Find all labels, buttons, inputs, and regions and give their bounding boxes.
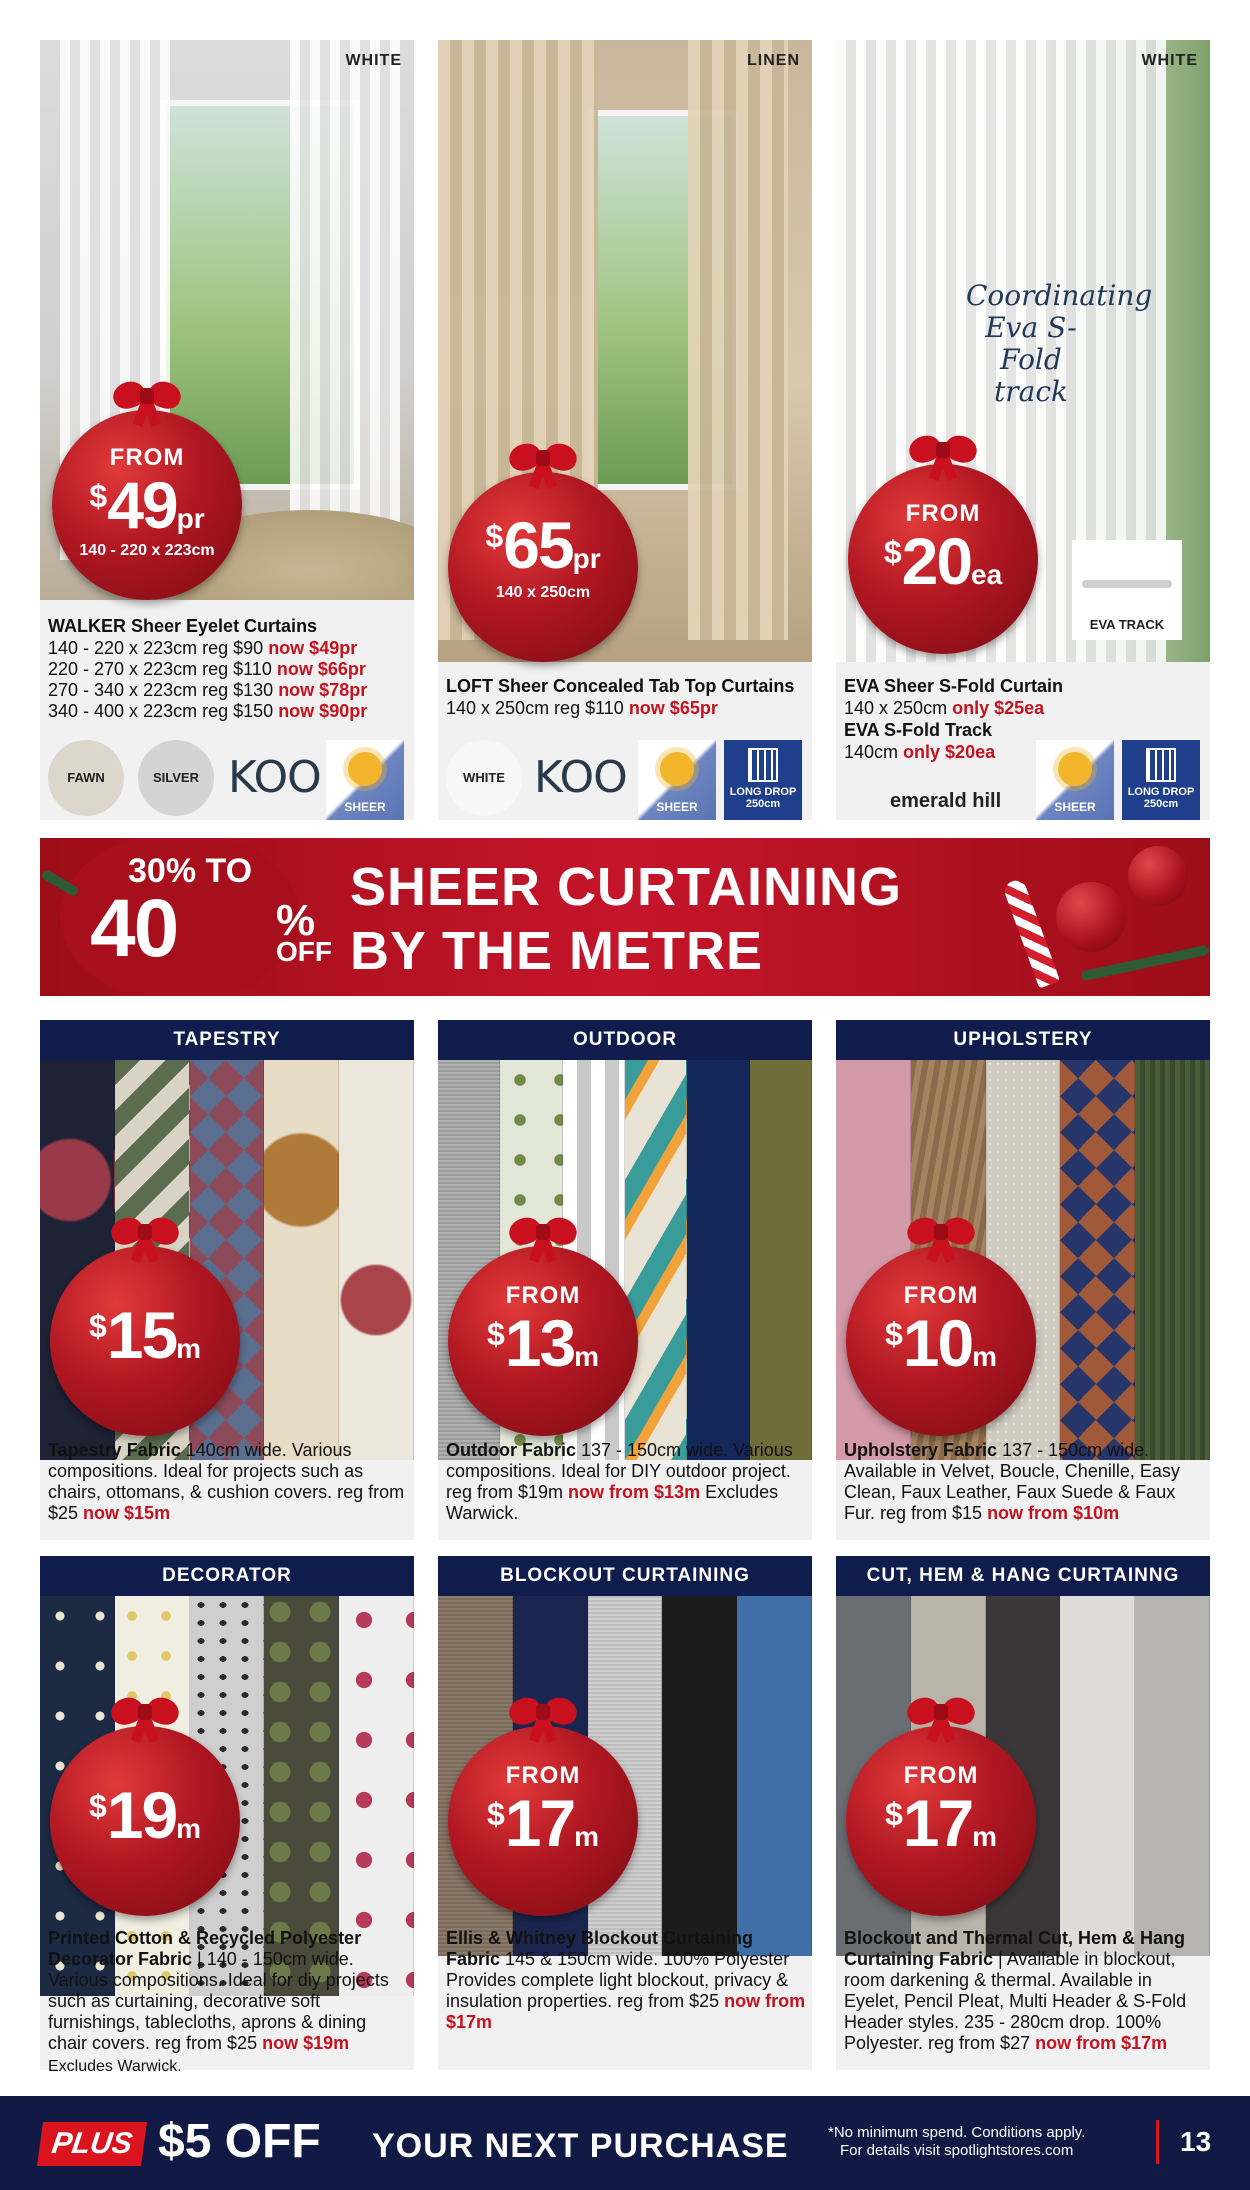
price-value: $15m bbox=[88, 1298, 202, 1372]
price-from: FROM bbox=[903, 1282, 979, 1309]
bow-icon bbox=[507, 438, 579, 486]
offer-amount: $5 OFF bbox=[158, 2115, 321, 2168]
page-number: 13 bbox=[1180, 2126, 1212, 2157]
discount-off: OFF bbox=[276, 936, 332, 967]
linen-drape bbox=[688, 40, 788, 640]
price-table bbox=[48, 638, 367, 722]
sheer-badge: SHEER bbox=[1036, 740, 1114, 820]
fabric-card-upholstery bbox=[836, 1020, 1210, 1540]
category-header: TAPESTRY bbox=[40, 1020, 414, 1060]
banner-headline-2: BY THE METRE bbox=[350, 921, 764, 981]
product-card-loft bbox=[438, 40, 812, 820]
bow-icon bbox=[905, 1212, 977, 1260]
brand-logo-emerald-hill: emerald hill bbox=[890, 790, 1002, 812]
price-bauble bbox=[846, 1246, 1036, 1436]
price-row: 340 - 400 x 223cm reg $150 now $90pr bbox=[48, 701, 368, 721]
price-from: FROM bbox=[903, 1762, 979, 1789]
sheer-curtaining-banner bbox=[40, 838, 1210, 996]
brand-logo-koo: KOO bbox=[534, 752, 627, 803]
category-header: CUT, HEM & HANG CURTAINNG bbox=[836, 1556, 1210, 1596]
bow-icon bbox=[905, 1692, 977, 1740]
fabric-description: Printed Cotton & Recycled Polyester Decorator Fabric | 140 - 150cm wide. Various compositions. Ideal for diy projects such as curtaining, decorative soft furnishings, tablecloths, aprons & dining chair covers. reg from $25 now $19m Excludes Warwick. bbox=[48, 1928, 389, 2075]
divider bbox=[1156, 2120, 1159, 2164]
fabric-description: Blockout and Thermal Cut, Hem & Hang Curtaining Fabric | Available in blockout, room darkening & thermal. Available in Eyelet, Pencil Pleat, Multi Header & S-Fold Header styles. 235 - 280cm drop. 100% Polyester. reg from $27 now from $17m bbox=[844, 1928, 1187, 2053]
price-value: $19m bbox=[88, 1778, 202, 1852]
price-from: FROM bbox=[109, 444, 185, 471]
price-from: FROM bbox=[905, 500, 981, 527]
fabric-card-decorator bbox=[40, 1556, 414, 2075]
colour-tag: WHITE bbox=[345, 52, 402, 69]
fabric-card-blockout bbox=[438, 1556, 812, 2070]
plus-logo: PLUS bbox=[37, 2122, 147, 2166]
candy-cane-icon bbox=[1002, 878, 1060, 989]
handwritten-note: Coordinating Eva S-Fold track bbox=[966, 279, 1153, 408]
product-card-walker bbox=[40, 40, 414, 820]
price-value: $10m bbox=[884, 1306, 998, 1380]
ornament-icon bbox=[1128, 846, 1188, 906]
sheer-badge: SHEER bbox=[638, 740, 716, 820]
price-bauble bbox=[448, 472, 638, 662]
category-header: OUTDOOR bbox=[438, 1020, 812, 1060]
category-header: BLOCKOUT CURTAINING bbox=[438, 1556, 812, 1596]
price-bauble bbox=[448, 1726, 638, 1916]
price-value: $13m bbox=[486, 1306, 600, 1380]
bow-icon bbox=[907, 430, 979, 478]
fabric-card-tapestry bbox=[40, 1020, 414, 1540]
ornament-icon bbox=[1056, 882, 1126, 952]
product-card-eva bbox=[836, 40, 1210, 820]
price-bauble bbox=[52, 410, 242, 600]
price-value: $20ea bbox=[883, 524, 1003, 598]
offer-fine-print: *No minimum spend. Conditions apply. For details visit spotlightstores.com bbox=[828, 2124, 1086, 2159]
price-bauble bbox=[848, 464, 1038, 654]
swatch-silver: SILVER bbox=[138, 740, 214, 816]
fabric-description: Outdoor Fabric 137 - 150cm wide. Various compositions. Ideal for DIY outdoor project. reg from $19m now from $13m Excludes Warwick. bbox=[446, 1440, 793, 1523]
sun-icon bbox=[348, 752, 382, 786]
category-header: UPHOLSTERY bbox=[836, 1020, 1210, 1060]
bow-icon bbox=[109, 1692, 181, 1740]
sheer-drape bbox=[290, 40, 400, 560]
price-row: 140 - 220 x 223cm reg $90 now $49pr bbox=[48, 638, 358, 658]
bow-icon bbox=[507, 1212, 579, 1260]
price-value: $49pr bbox=[89, 468, 205, 542]
colour-tag: WHITE bbox=[1141, 52, 1198, 69]
product-price-line: 140 x 250cm reg $110 now $65pr bbox=[446, 698, 718, 718]
swatch-fawn: FAWN bbox=[48, 740, 124, 816]
long-drop-badge: LONG DROP 250cm bbox=[724, 740, 802, 820]
sun-icon bbox=[1058, 752, 1092, 786]
colour-tag: LINEN bbox=[747, 52, 800, 69]
curtain-icon bbox=[1146, 748, 1176, 782]
fabric-description: Upholstery Fabric 137 - 150cm wide. Available in Velvet, Boucle, Chenille, Easy Clean, Faux Leather, Faux Suede & Faux Fur. reg from $15 now from $10m bbox=[844, 1440, 1180, 1523]
price-value: $17m bbox=[884, 1786, 998, 1860]
long-drop-badge: LONG DROP 250cm bbox=[1122, 740, 1200, 820]
eva-track-image: EVA TRACK bbox=[1072, 540, 1182, 640]
discount-percent: % bbox=[276, 896, 316, 945]
fabric-description: Tapestry Fabric 140cm wide. Various compositions. Ideal for projects such as chairs, ottomans, & cushion covers. reg from $25 now $15m bbox=[48, 1440, 405, 1523]
offer-text: YOUR NEXT PURCHASE bbox=[372, 2127, 789, 2165]
price-value: $65pr bbox=[485, 508, 601, 582]
price-size: 140 x 250cm bbox=[495, 584, 591, 601]
fabric-card-cut-hem-hang bbox=[836, 1556, 1210, 2070]
price-bauble bbox=[50, 1246, 240, 1436]
price-from: FROM bbox=[505, 1282, 581, 1309]
bow-icon bbox=[109, 1212, 181, 1260]
discount-range: 30% TO bbox=[128, 852, 253, 890]
curtain-icon bbox=[748, 748, 778, 782]
product-title: LOFT Sheer Concealed Tab Top Curtains bbox=[446, 676, 795, 696]
discount-big: 40 bbox=[90, 883, 178, 974]
sheer-badge: SHEER bbox=[326, 740, 404, 820]
fabric-card-outdoor bbox=[438, 1020, 812, 1540]
price-value: $17m bbox=[486, 1786, 600, 1860]
price-bauble bbox=[846, 1726, 1036, 1916]
price-row: 270 - 340 x 223cm reg $130 now $78pr bbox=[48, 680, 368, 700]
footer-offer-bar bbox=[0, 2096, 1250, 2190]
price-bauble bbox=[50, 1726, 240, 1916]
product-title: WALKER Sheer Eyelet Curtains bbox=[48, 616, 318, 636]
brand-logo-koo: KOO bbox=[228, 752, 321, 803]
product-title: EVA Sheer S-Fold Curtain bbox=[844, 676, 1064, 696]
price-row: 220 - 270 x 223cm reg $110 now $66pr bbox=[48, 659, 366, 679]
bow-icon bbox=[507, 1692, 579, 1740]
bow-icon bbox=[111, 376, 183, 424]
sun-icon bbox=[660, 752, 694, 786]
swatch-white: WHITE bbox=[446, 740, 522, 816]
product-title-2: EVA S-Fold Track bbox=[844, 720, 993, 740]
product-price-line-2: 140cm only $20ea bbox=[844, 742, 996, 762]
fabric-description: Ellis & Whitney Blockout Curtaining Fabric 145 & 150cm wide. 100% Polyester Provides complete light blockout, privacy & insulation properties. reg from $25 now from $17m bbox=[446, 1928, 806, 2032]
banner-headline-1: SHEER CURTAINING bbox=[350, 857, 903, 917]
price-bauble bbox=[448, 1246, 638, 1436]
product-price-line: 140 x 250cm only $25ea bbox=[844, 698, 1045, 718]
price-size: 140 - 220 x 223cm bbox=[79, 542, 215, 559]
category-header: DECORATOR bbox=[40, 1556, 414, 1596]
price-from: FROM bbox=[505, 1762, 581, 1789]
